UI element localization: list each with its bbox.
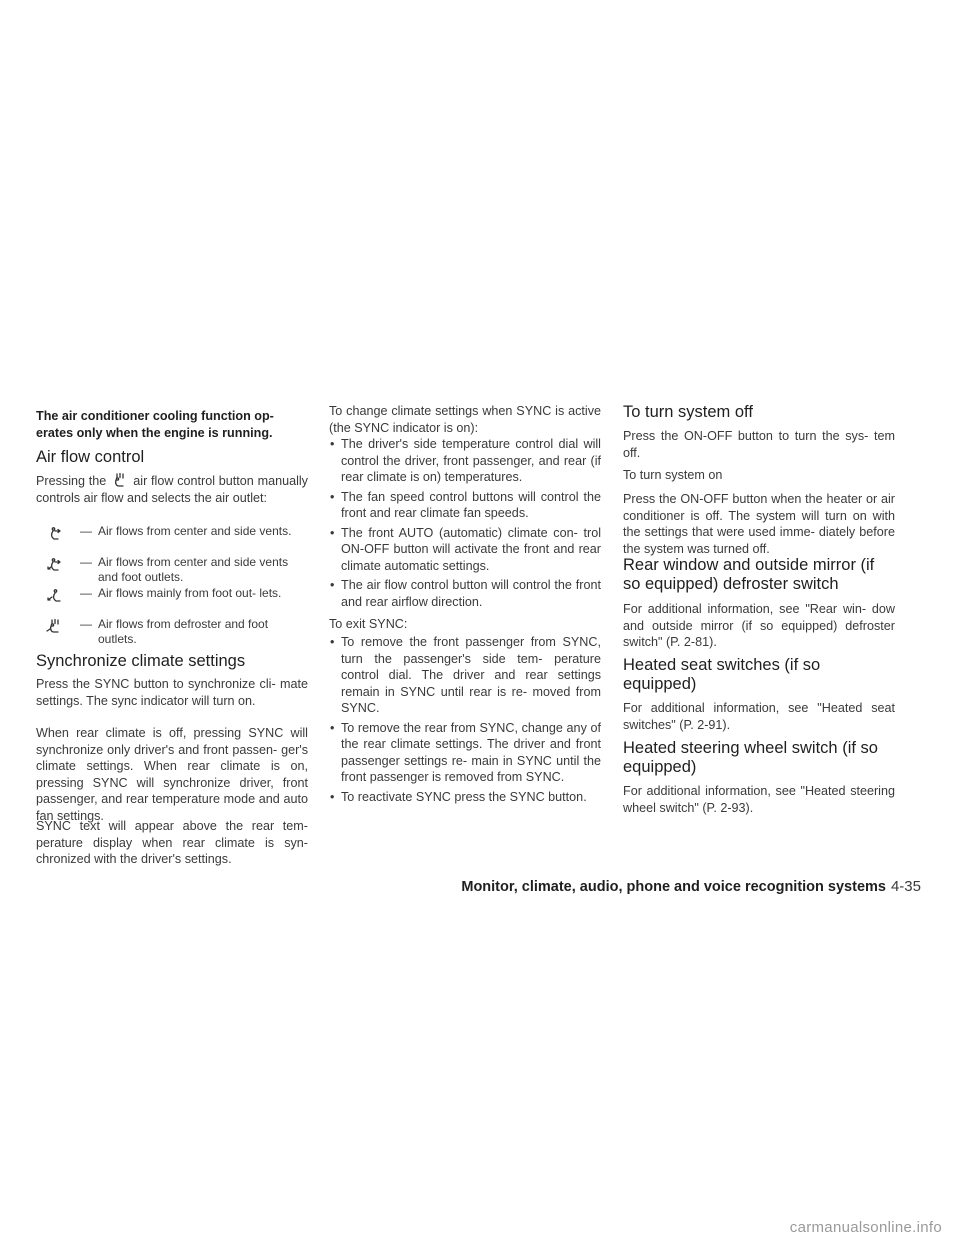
turn-off-heading: To turn system off <box>623 403 753 421</box>
list-item: • To remove the front passenger from SYNC, turn the passenger's side tem- perature control dial. The driver and rear settings remain in SYNC until rear is re- moved from SYNC. <box>329 634 601 717</box>
chapter-title: Monitor, climate, audio, phone and voice recognition systems <box>461 879 886 895</box>
page-footer <box>461 878 921 896</box>
bi-level-icon <box>46 556 62 572</box>
sync-active-list <box>329 436 601 613</box>
foot-defrost-icon <box>111 472 127 488</box>
rear-defroster-paragraph: For additional information, see "Rear win- dow and outside mirror (if so equipped) defroster switch" (P. 2-81). <box>623 602 895 649</box>
sync-heading: Synchronize climate settings <box>36 652 246 670</box>
exit-sync-list <box>329 634 601 808</box>
list-item: • The driver's side temperature control dial will control the driver, front passenger, and rear (if rear climate is on) temperatures. <box>329 436 601 486</box>
list-item: • The air flow control button will control the front and rear airflow direction. <box>329 577 601 610</box>
foot-icon <box>46 587 62 603</box>
rear-defroster-heading: Rear window and outside mirror (if so equipped) defroster switch <box>623 556 875 593</box>
sync-paragraph-1: Press the SYNC button to synchronize cli- mate settings. The sync indicator will turn on. <box>36 677 308 708</box>
heated-seat-paragraph: For additional information, see "Heated seat switches" (P. 2-91). <box>623 701 895 732</box>
turn-off-paragraph: Press the ON-OFF button to turn the sys- tem off. <box>623 429 895 460</box>
heated-wheel-paragraph: For additional information, see "Heated steering wheel switch" (P. 2-93). <box>623 784 895 815</box>
exit-sync-label: To exit SYNC: <box>329 617 408 631</box>
airflow-mode-bi-level: — Air flows from center and side vents and foot outlets. <box>36 555 308 586</box>
list-item: • To remove the rear from SYNC, change any of the rear climate settings. The driver and front passenger settings re- main in SYNC until the front passenger is removed from SYNC. <box>329 720 601 786</box>
airflow-mode-foot-defrost: — Air flows from defroster and foot outlets. <box>36 617 308 648</box>
airflow-intro: Pressing the air flow control button manually controls air flow and selects the air outlet: <box>36 474 308 505</box>
airflow-mode-foot: — Air flows mainly from foot out- lets. <box>36 586 308 617</box>
list-item: • To reactivate SYNC press the SYNC button. <box>329 789 601 806</box>
airflow-heading: Air flow control <box>36 448 145 466</box>
vent-icon <box>46 525 62 541</box>
page-number: 4-35 <box>890 878 921 895</box>
heated-seat-heading: Heated seat switches (if so equipped) <box>623 656 821 693</box>
foot-defrost-icon <box>46 618 62 634</box>
airflow-mode-list <box>36 524 308 648</box>
heated-wheel-heading: Heated steering wheel switch (if so equipped) <box>623 739 878 776</box>
watermark: carmanualsonline.info <box>789 1219 942 1236</box>
sync-paragraph-2: When rear climate is off, pressing SYNC will synchronize only driver's and front passen- ger's climate settings. When rear climate is on, pressing SYNC will synchronize driver, front passenger, and rear temperature mode and auto fan settings. <box>36 726 308 823</box>
turn-on-paragraph: Press the ON-OFF button when the heater or air conditioner is off. The system will turn on with the settings that were used imme- diately before the system was turned off. <box>623 492 895 556</box>
list-item: • The front AUTO (automatic) climate con- trol ON-OFF button will activate the front and rear climate automatic settings. <box>329 525 601 575</box>
sync-active-intro: To change climate settings when SYNC is active (the SYNC indicator is on): <box>329 404 601 435</box>
turn-on-label: To turn system on <box>623 468 723 482</box>
sync-paragraph-3: SYNC text will appear above the rear tem- perature display when rear climate is syn- chronized with the driver's settings. <box>36 819 308 866</box>
ac-warning: The air conditioner cooling function op- erates only when the engine is running. <box>36 409 274 440</box>
list-item: • The fan speed control buttons will control the front and rear climate fan speeds. <box>329 489 601 522</box>
airflow-mode-vent: — Air flows from center and side vents. <box>36 524 308 555</box>
